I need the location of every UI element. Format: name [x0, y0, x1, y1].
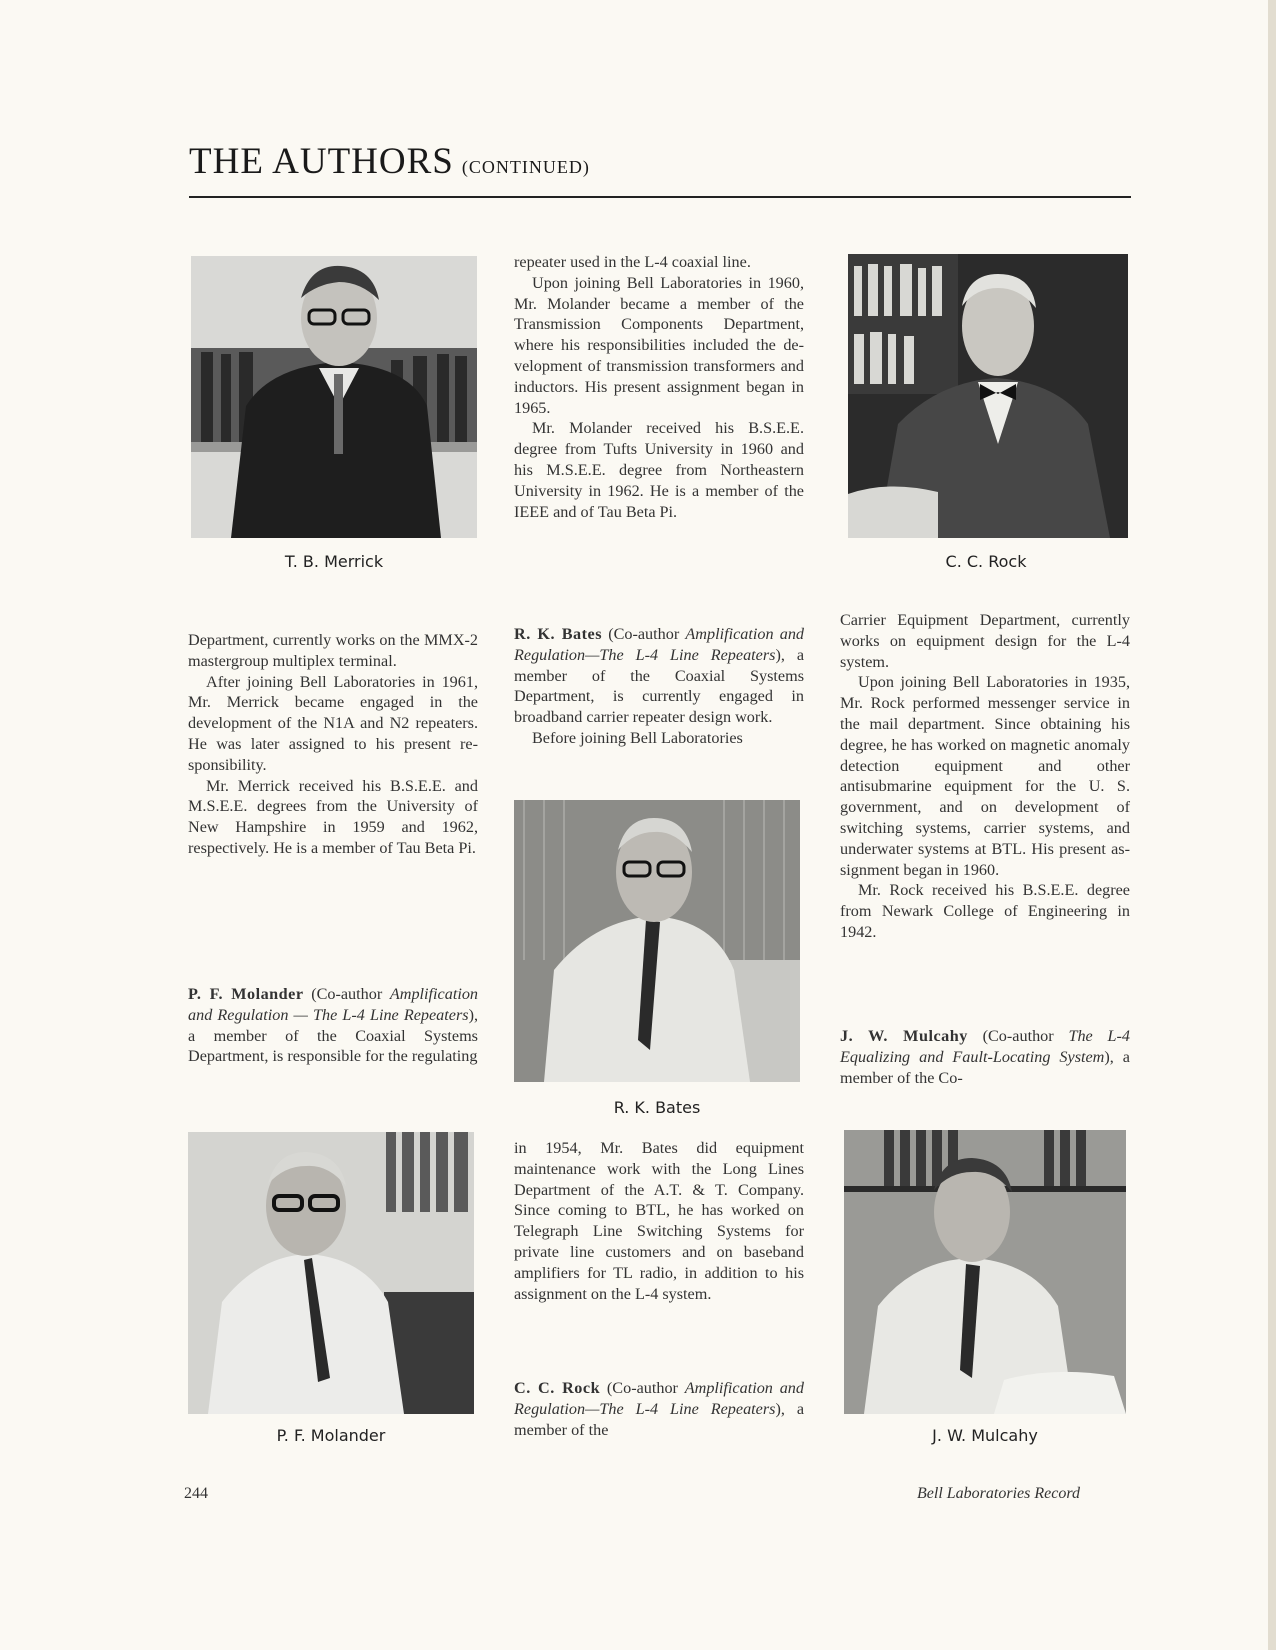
- mulcahy-intro-rest: ), a member of the Co-: [840, 1047, 1130, 1087]
- merrick-text-1: Department, currently works on the MMX-2 mastergroup multiplex terminal.: [188, 631, 478, 670]
- bates-intro-rest: ), a member of the Coaxial Systems Department, is currently engaged in broadband carrier repeater design work.: [514, 645, 805, 727]
- rock-text-2: Upon joining Bell Laboratories in 1935, Mr. Rock performed messenger service in the mail department. Since obtaining his degree, he has worked on magnetic anomaly detection equipment and other antisubmarine equipment for the U. S. government, and on development of switching systems, carrier systems, and underwater systems at BTL. His present assignment began in 1960.: [840, 673, 1130, 879]
- mulcahy-intro-paragraph: [840, 1026, 1130, 1088]
- molander-coauthor-prefix: (Co-author: [303, 985, 390, 1003]
- publication-name: Bell Laboratories Record: [917, 1485, 1080, 1502]
- caption-molander: P. F. Molander: [276, 1426, 386, 1445]
- photo-mulcahy: [844, 1130, 1126, 1414]
- article-title-rock: Amplification and Regulation—The L-4 Line Repeaters: [514, 1379, 804, 1418]
- title-rule: [189, 196, 1131, 198]
- rock-text-3: Mr. Rock received his B.S.E.E. degree from Newark College of Engineering in 1942.: [840, 881, 1130, 941]
- author-name-bates: R. K. Bates: [514, 625, 603, 643]
- page-number: 244: [184, 1485, 208, 1502]
- author-name-rock: C. C. Rock: [514, 1379, 601, 1397]
- photo-bates: [514, 800, 800, 1082]
- bates-coauthor-prefix: (Co-author: [602, 625, 686, 643]
- molander-intro-rest: ), a member of the Coaxial Systems Department, is responsible for the regulating: [188, 1005, 478, 1066]
- title-text: THE AUTHORS: [189, 141, 454, 182]
- bates-text-3: in 1954, Mr. Bates did equipment maintenance work with the Long Lines Department of the A.T. & T. Company. Since coming to BTL, he has worked on Telegraph Line Switching Systems for private line customers and on baseband amplifiers for TL radio, in addition to his assignment on the L-4 system.: [514, 1139, 804, 1303]
- molander-text-3: Mr. Molander received his B.S.E.E. degree from Tufts University in 1960 and his M.S.E.E. degree from Northeastern University in 1962. He is a member of the IEEE and of Tau Beta Pi.: [514, 419, 804, 521]
- article-title-molander: Amplification and Regulation — The L-4 Line Repeaters: [188, 985, 479, 1024]
- molander-intro-paragraph: [188, 984, 478, 1067]
- mulcahy-coauthor-prefix: (Co-author: [967, 1027, 1069, 1045]
- column-mulcahy-intro: [840, 1026, 1130, 1088]
- caption-mulcahy: J. W. Mulcahy: [932, 1426, 1038, 1445]
- article-title-mulcahy: The L-4 Equalizing and Fault-Locating System: [840, 1027, 1130, 1066]
- portrait-bates-image: [514, 800, 800, 1082]
- photo-molander: [188, 1132, 474, 1414]
- caption-rock: C. C. Rock: [945, 552, 1027, 571]
- merrick-text-2: After joining Bell Laboratories in 1961, Mr. Merrick became engaged in the development of the N1A and N2 repeaters. He was later assigned to his present responsibility.: [188, 672, 478, 774]
- title-continued: (CONTINUED): [461, 157, 590, 177]
- column-merrick-bio: [188, 630, 478, 859]
- author-name-mulcahy: J. W. Mulcahy: [840, 1027, 968, 1045]
- rock-text-1: Carrier Equipment Department, currently works on equipment design for the L-4 system.: [840, 611, 1130, 671]
- caption-merrick: T. B. Merrick: [284, 552, 384, 571]
- rock-intro-rest: ), a member of the: [514, 1399, 805, 1439]
- column-bates-intro: [514, 624, 804, 749]
- portrait-rock-image: [848, 254, 1128, 538]
- column-molander-continued: [514, 252, 804, 522]
- portrait-molander-image: [188, 1132, 474, 1414]
- bates-intro-paragraph: [514, 624, 804, 728]
- page-title: [189, 140, 590, 183]
- column-rock-bio: [840, 610, 1130, 943]
- column-molander-intro: [188, 984, 478, 1067]
- author-name-molander: P. F. Molander: [188, 985, 304, 1003]
- molander-text-2: Upon joining Bell Laboratories in 1960, Mr. Molander became a member of the Transmission Components Department, where his responsibilities included the development of transmission transformers and inductors. His present assignment began in 1965.: [514, 273, 804, 417]
- merrick-text-3: Mr. Merrick received his B.S.E.E. and M.S.E.E. degrees from the University of New Hampshire in 1959 and 1962, respectively. He is a member of Tau Beta Pi.: [188, 776, 478, 857]
- bates-text-2: Before joining Bell Laboratories: [532, 728, 743, 747]
- photo-rock: [848, 254, 1128, 538]
- photo-merrick: [191, 256, 477, 538]
- portrait-merrick-image: [191, 256, 477, 538]
- article-title-bates: Amplification and Regulation—The L-4 Line Repeaters: [514, 625, 805, 664]
- rock-intro-paragraph: [514, 1378, 804, 1440]
- molander-text-1: repeater used in the L-4 coaxial line.: [514, 253, 751, 271]
- column-bates-continued: [514, 1138, 804, 1304]
- portrait-mulcahy-image: [844, 1130, 1126, 1414]
- column-rock-intro: [514, 1378, 804, 1440]
- rock-coauthor-prefix: (Co-author: [600, 1379, 685, 1397]
- caption-bates: R. K. Bates: [613, 1098, 701, 1117]
